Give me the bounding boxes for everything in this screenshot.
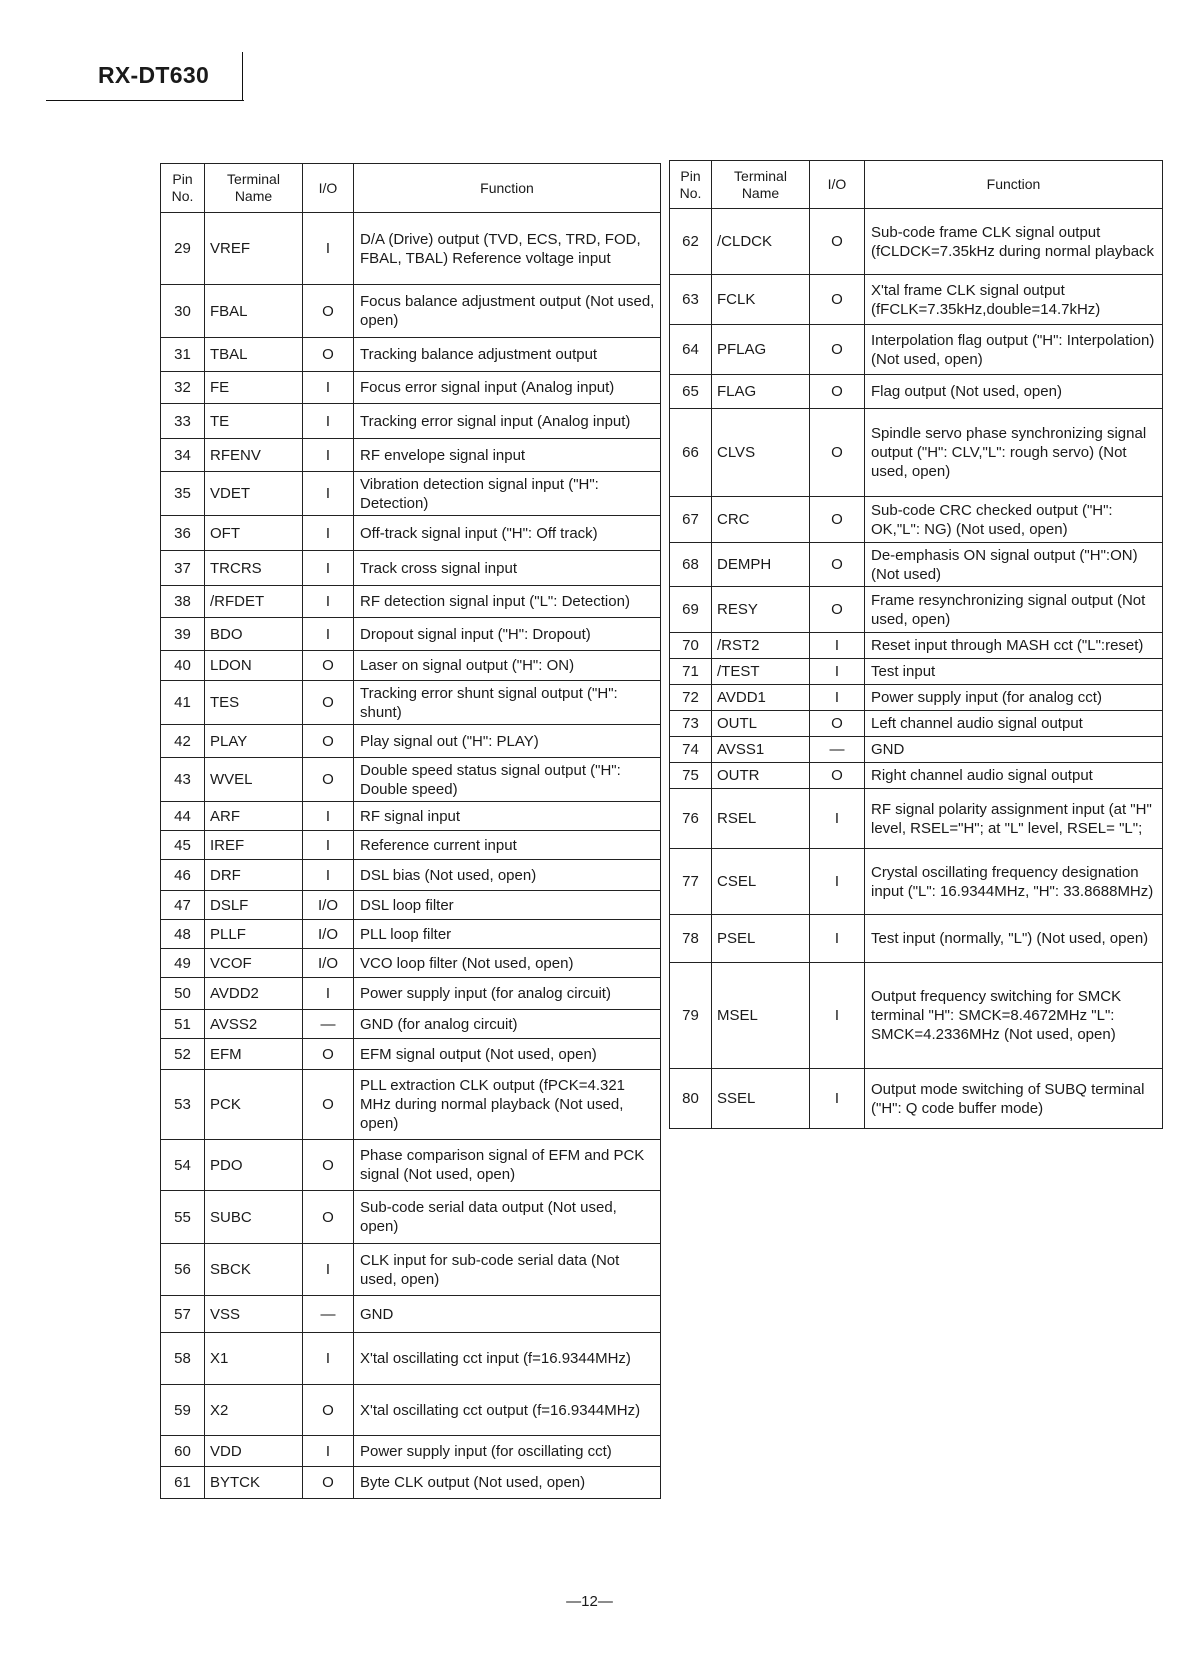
table-row — [161, 651, 661, 681]
function-description: Spindle servo phase synchronizing signal output ("H": CLV,"L": rough servo) (Not used, open) — [865, 409, 1163, 497]
function-description: Phase comparison signal of EFM and PCK signal (Not used, open) — [354, 1140, 661, 1191]
pin-number: 70 — [670, 633, 712, 659]
table-row — [161, 439, 661, 472]
terminal-name: PSEL — [712, 915, 810, 963]
header-pin: Pin No. — [670, 161, 712, 209]
page-number: —12— — [566, 1593, 613, 1610]
function-description: Tracking error shunt signal output ("H": shunt) — [354, 681, 661, 725]
pin-number: 58 — [161, 1333, 205, 1385]
table-row — [670, 849, 1163, 915]
function-description: Left channel audio signal output — [865, 711, 1163, 737]
function-description: GND — [354, 1296, 661, 1333]
table-row — [161, 1333, 661, 1385]
terminal-name: OUTL — [712, 711, 810, 737]
terminal-name: VREF — [205, 213, 303, 285]
io-type: I — [303, 618, 354, 651]
table-row — [161, 758, 661, 802]
pin-number: 67 — [670, 497, 712, 543]
io-type: O — [810, 763, 865, 789]
pin-number: 62 — [670, 209, 712, 275]
function-description: RF signal input — [354, 802, 661, 831]
function-description: Right channel audio signal output — [865, 763, 1163, 789]
pin-number: 34 — [161, 439, 205, 472]
terminal-name: PFLAG — [712, 325, 810, 375]
io-type: I — [810, 915, 865, 963]
io-type: O — [303, 1070, 354, 1140]
table-row — [161, 1070, 661, 1140]
terminal-name: X1 — [205, 1333, 303, 1385]
pin-number: 31 — [161, 338, 205, 372]
table-row — [161, 213, 661, 285]
io-type: I — [303, 860, 354, 891]
table-row — [161, 1191, 661, 1244]
io-type: I — [303, 802, 354, 831]
terminal-name: AVDD2 — [205, 978, 303, 1010]
function-description: X'tal oscillating cct input (f=16.9344MHz) — [354, 1333, 661, 1385]
terminal-name: TRCRS — [205, 551, 303, 586]
function-description: VCO loop filter (Not used, open) — [354, 949, 661, 978]
page-header — [46, 52, 246, 102]
table-row — [670, 325, 1163, 375]
table-row — [161, 802, 661, 831]
io-type: O — [810, 543, 865, 587]
terminal-name: TBAL — [205, 338, 303, 372]
io-type: I — [303, 372, 354, 404]
function-description: Focus error signal input (Analog input) — [354, 372, 661, 404]
terminal-name: OUTR — [712, 763, 810, 789]
header-function: Function — [865, 161, 1163, 209]
table-row — [670, 633, 1163, 659]
terminal-name: PLAY — [205, 725, 303, 758]
io-type: O — [303, 758, 354, 802]
terminal-name: FLAG — [712, 375, 810, 409]
table-row — [670, 409, 1163, 497]
table-row — [670, 375, 1163, 409]
function-description: CLK input for sub-code serial data (Not used, open) — [354, 1244, 661, 1296]
table-header-row — [670, 161, 1163, 209]
header-pin: Pin No. — [161, 164, 205, 213]
model-name: RX-DT630 — [98, 62, 210, 88]
pin-number: 59 — [161, 1385, 205, 1436]
function-description: PLL extraction CLK output (fPCK=4.321 MHz during normal playback (Not used, open) — [354, 1070, 661, 1140]
table-row — [161, 1385, 661, 1436]
pin-number: 64 — [670, 325, 712, 375]
function-description: RF detection signal input ("L": Detection) — [354, 586, 661, 618]
pin-number: 73 — [670, 711, 712, 737]
function-description: Reset input through MASH cct ("L":reset) — [865, 633, 1163, 659]
terminal-name: EFM — [205, 1039, 303, 1070]
function-description: De-emphasis ON signal output ("H":ON) (Not used) — [865, 543, 1163, 587]
table-row — [161, 1039, 661, 1070]
function-description: X'tal frame CLK signal output (fFCLK=7.35kHz,double=14.7kHz) — [865, 275, 1163, 325]
terminal-name: CSEL — [712, 849, 810, 915]
function-description: Laser on signal output ("H": ON) — [354, 651, 661, 681]
function-description: D/A (Drive) output (TVD, ECS, TRD, FOD, FBAL, TBAL) Reference voltage input — [354, 213, 661, 285]
pin-number: 48 — [161, 920, 205, 949]
function-description: Output mode switching of SUBQ terminal ("H": Q code buffer mode) — [865, 1069, 1163, 1129]
function-description: Dropout signal input ("H": Dropout) — [354, 618, 661, 651]
terminal-name: TE — [205, 404, 303, 439]
io-type: I — [303, 516, 354, 551]
terminal-name: FBAL — [205, 285, 303, 338]
function-description: Sub-code CRC checked output ("H": OK,"L": NG) (Not used, open) — [865, 497, 1163, 543]
table-row — [161, 1244, 661, 1296]
io-type: I/O — [303, 891, 354, 920]
pin-number: 78 — [670, 915, 712, 963]
function-description: Double speed status signal output ("H": Double speed) — [354, 758, 661, 802]
header-underline — [46, 100, 244, 101]
pin-number: 68 — [670, 543, 712, 587]
terminal-name: BDO — [205, 618, 303, 651]
header-io: I/O — [303, 164, 354, 213]
function-description: RF signal polarity assignment input (at "H" level, RSEL="H"; at "L" level, RSEL= "L"; — [865, 789, 1163, 849]
io-type: I — [303, 439, 354, 472]
pin-number: 39 — [161, 618, 205, 651]
terminal-name: SBCK — [205, 1244, 303, 1296]
io-type: I — [810, 633, 865, 659]
io-type: O — [303, 1039, 354, 1070]
terminal-name: PDO — [205, 1140, 303, 1191]
terminal-name: IREF — [205, 831, 303, 860]
pin-number: 69 — [670, 587, 712, 633]
io-type: O — [303, 1140, 354, 1191]
table-row — [670, 737, 1163, 763]
table-row — [161, 1140, 661, 1191]
table-row — [161, 404, 661, 439]
table-row — [161, 516, 661, 551]
function-description: Tracking balance adjustment output — [354, 338, 661, 372]
terminal-name: AVDD1 — [712, 685, 810, 711]
io-type: O — [303, 1467, 354, 1499]
terminal-name: BYTCK — [205, 1467, 303, 1499]
table-row — [161, 586, 661, 618]
header-function: Function — [354, 164, 661, 213]
pin-number: 32 — [161, 372, 205, 404]
table-row — [161, 1467, 661, 1499]
io-type: I — [303, 213, 354, 285]
header-terminal: Terminal Name — [205, 164, 303, 213]
io-type: I — [303, 978, 354, 1010]
table-row — [161, 891, 661, 920]
function-description: Reference current input — [354, 831, 661, 860]
table-row — [670, 711, 1163, 737]
terminal-name: CRC — [712, 497, 810, 543]
io-type: I — [810, 849, 865, 915]
function-description: Flag output (Not used, open) — [865, 375, 1163, 409]
header-terminal: Terminal Name — [712, 161, 810, 209]
pin-number: 75 — [670, 763, 712, 789]
io-type: O — [303, 681, 354, 725]
function-description: Play signal out ("H": PLAY) — [354, 725, 661, 758]
function-description: EFM signal output (Not used, open) — [354, 1039, 661, 1070]
terminal-name: FE — [205, 372, 303, 404]
terminal-name: PCK — [205, 1070, 303, 1140]
terminal-name: PLLF — [205, 920, 303, 949]
pin-number: 71 — [670, 659, 712, 685]
terminal-name: MSEL — [712, 963, 810, 1069]
table-row — [670, 685, 1163, 711]
terminal-name: DRF — [205, 860, 303, 891]
function-description: Tracking error signal input (Analog input) — [354, 404, 661, 439]
pin-number: 61 — [161, 1467, 205, 1499]
pin-number: 52 — [161, 1039, 205, 1070]
io-type: I — [810, 659, 865, 685]
io-type: — — [810, 737, 865, 763]
io-type: I — [810, 963, 865, 1069]
function-description: Power supply input (for analog circuit) — [354, 978, 661, 1010]
function-description: Output frequency switching for SMCK terminal "H": SMCK=8.4672MHz "L": SMCK=4.2336MHz (Not used, open) — [865, 963, 1163, 1069]
io-type: O — [810, 711, 865, 737]
terminal-name: /RST2 — [712, 633, 810, 659]
terminal-name: CLVS — [712, 409, 810, 497]
function-description: Crystal oscillating frequency designation input ("L": 16.9344MHz, "H": 33.8688MHz) — [865, 849, 1163, 915]
table-row — [161, 618, 661, 651]
terminal-name: AVSS1 — [712, 737, 810, 763]
function-description: Byte CLK output (Not used, open) — [354, 1467, 661, 1499]
terminal-name: DEMPH — [712, 543, 810, 587]
io-type: I — [303, 586, 354, 618]
table-row — [161, 949, 661, 978]
terminal-name: /CLDCK — [712, 209, 810, 275]
pin-number: 74 — [670, 737, 712, 763]
pin-number: 51 — [161, 1010, 205, 1039]
pin-number: 37 — [161, 551, 205, 586]
table-row — [161, 1296, 661, 1333]
table-header-row — [161, 164, 661, 213]
io-type: O — [303, 1385, 354, 1436]
io-type: I/O — [303, 949, 354, 978]
function-description: Test input (normally, "L") (Not used, open) — [865, 915, 1163, 963]
terminal-name: RSEL — [712, 789, 810, 849]
pin-number: 72 — [670, 685, 712, 711]
terminal-name: VDD — [205, 1436, 303, 1467]
pin-number: 49 — [161, 949, 205, 978]
terminal-name: WVEL — [205, 758, 303, 802]
table-row — [670, 659, 1163, 685]
table-row — [161, 681, 661, 725]
pin-number: 46 — [161, 860, 205, 891]
function-description: GND — [865, 737, 1163, 763]
function-description: Frame resynchronizing signal output (Not used, open) — [865, 587, 1163, 633]
function-description: PLL loop filter — [354, 920, 661, 949]
io-type: I — [810, 685, 865, 711]
function-description: Vibration detection signal input ("H": Detection) — [354, 472, 661, 516]
terminal-name: /TEST — [712, 659, 810, 685]
pin-number: 50 — [161, 978, 205, 1010]
table-row — [161, 472, 661, 516]
io-type: I — [303, 1436, 354, 1467]
table-row — [161, 860, 661, 891]
pin-number: 76 — [670, 789, 712, 849]
pin-number: 33 — [161, 404, 205, 439]
io-type: O — [810, 275, 865, 325]
io-type: O — [303, 651, 354, 681]
io-type: I/O — [303, 920, 354, 949]
table-row — [161, 725, 661, 758]
io-type: O — [810, 209, 865, 275]
pin-number: 42 — [161, 725, 205, 758]
terminal-name: /RFDET — [205, 586, 303, 618]
io-type: I — [303, 1333, 354, 1385]
function-description: GND (for analog circuit) — [354, 1010, 661, 1039]
terminal-name: TES — [205, 681, 303, 725]
terminal-name: AVSS2 — [205, 1010, 303, 1039]
table-row — [670, 543, 1163, 587]
io-type: I — [303, 551, 354, 586]
pin-number: 65 — [670, 375, 712, 409]
terminal-name: OFT — [205, 516, 303, 551]
io-type: O — [810, 497, 865, 543]
pin-table-right — [669, 160, 1163, 1129]
terminal-name: VDET — [205, 472, 303, 516]
pin-number: 54 — [161, 1140, 205, 1191]
pin-number: 30 — [161, 285, 205, 338]
terminal-name: ARF — [205, 802, 303, 831]
table-row — [670, 963, 1163, 1069]
io-type: O — [303, 725, 354, 758]
function-description: DSL loop filter — [354, 891, 661, 920]
pin-number: 36 — [161, 516, 205, 551]
pin-number: 38 — [161, 586, 205, 618]
pin-number: 60 — [161, 1436, 205, 1467]
io-type: I — [303, 404, 354, 439]
table-row — [670, 587, 1163, 633]
header-divider — [242, 52, 243, 101]
function-description: Test input — [865, 659, 1163, 685]
pin-table-left — [160, 163, 661, 1499]
io-type: O — [303, 285, 354, 338]
pin-number: 41 — [161, 681, 205, 725]
pin-number: 45 — [161, 831, 205, 860]
function-description: Sub-code frame CLK signal output (fCLDCK=7.35kHz during normal playback — [865, 209, 1163, 275]
function-description: DSL bias (Not used, open) — [354, 860, 661, 891]
pin-number: 80 — [670, 1069, 712, 1129]
table-row — [161, 338, 661, 372]
io-type: — — [303, 1010, 354, 1039]
table-row — [670, 915, 1163, 963]
table-row — [670, 275, 1163, 325]
io-type: I — [303, 1244, 354, 1296]
io-type: I — [810, 789, 865, 849]
function-description: X'tal oscillating cct output (f=16.9344MHz) — [354, 1385, 661, 1436]
pin-number: 44 — [161, 802, 205, 831]
pin-number: 55 — [161, 1191, 205, 1244]
pin-number: 57 — [161, 1296, 205, 1333]
pin-number: 43 — [161, 758, 205, 802]
pin-number: 53 — [161, 1070, 205, 1140]
pin-number: 66 — [670, 409, 712, 497]
pin-number: 77 — [670, 849, 712, 915]
terminal-name: LDON — [205, 651, 303, 681]
function-description: Power supply input (for oscillating cct) — [354, 1436, 661, 1467]
pin-number: 63 — [670, 275, 712, 325]
function-description: Focus balance adjustment output (Not used, open) — [354, 285, 661, 338]
table-row — [670, 763, 1163, 789]
header-io: I/O — [810, 161, 865, 209]
function-description: Power supply input (for analog cct) — [865, 685, 1163, 711]
io-type: I — [810, 1069, 865, 1129]
pin-number: 29 — [161, 213, 205, 285]
function-description: Off-track signal input ("H": Off track) — [354, 516, 661, 551]
pin-number: 35 — [161, 472, 205, 516]
table-row — [670, 1069, 1163, 1129]
io-type: — — [303, 1296, 354, 1333]
terminal-name: VSS — [205, 1296, 303, 1333]
terminal-name: SUBC — [205, 1191, 303, 1244]
pin-number: 79 — [670, 963, 712, 1069]
function-description: Track cross signal input — [354, 551, 661, 586]
terminal-name: DSLF — [205, 891, 303, 920]
pin-number: 40 — [161, 651, 205, 681]
io-type: O — [810, 375, 865, 409]
io-type: I — [303, 472, 354, 516]
terminal-name: FCLK — [712, 275, 810, 325]
table-row — [670, 209, 1163, 275]
io-type: O — [810, 409, 865, 497]
function-description: Interpolation flag output ("H": Interpolation) (Not used, open) — [865, 325, 1163, 375]
function-description: RF envelope signal input — [354, 439, 661, 472]
table-row — [161, 285, 661, 338]
table-row — [670, 789, 1163, 849]
function-description: Sub-code serial data output (Not used, open) — [354, 1191, 661, 1244]
table-row — [161, 372, 661, 404]
io-type: O — [303, 1191, 354, 1244]
io-type: O — [303, 338, 354, 372]
terminal-name: RESY — [712, 587, 810, 633]
table-row — [161, 1436, 661, 1467]
terminal-name: VCOF — [205, 949, 303, 978]
table-row — [161, 551, 661, 586]
pin-number: 56 — [161, 1244, 205, 1296]
table-row — [161, 920, 661, 949]
table-row — [670, 497, 1163, 543]
pin-number: 47 — [161, 891, 205, 920]
io-type: I — [303, 831, 354, 860]
table-row — [161, 1010, 661, 1039]
io-type: O — [810, 325, 865, 375]
table-row — [161, 831, 661, 860]
terminal-name: RFENV — [205, 439, 303, 472]
terminal-name: X2 — [205, 1385, 303, 1436]
io-type: O — [810, 587, 865, 633]
terminal-name: SSEL — [712, 1069, 810, 1129]
table-row — [161, 978, 661, 1010]
